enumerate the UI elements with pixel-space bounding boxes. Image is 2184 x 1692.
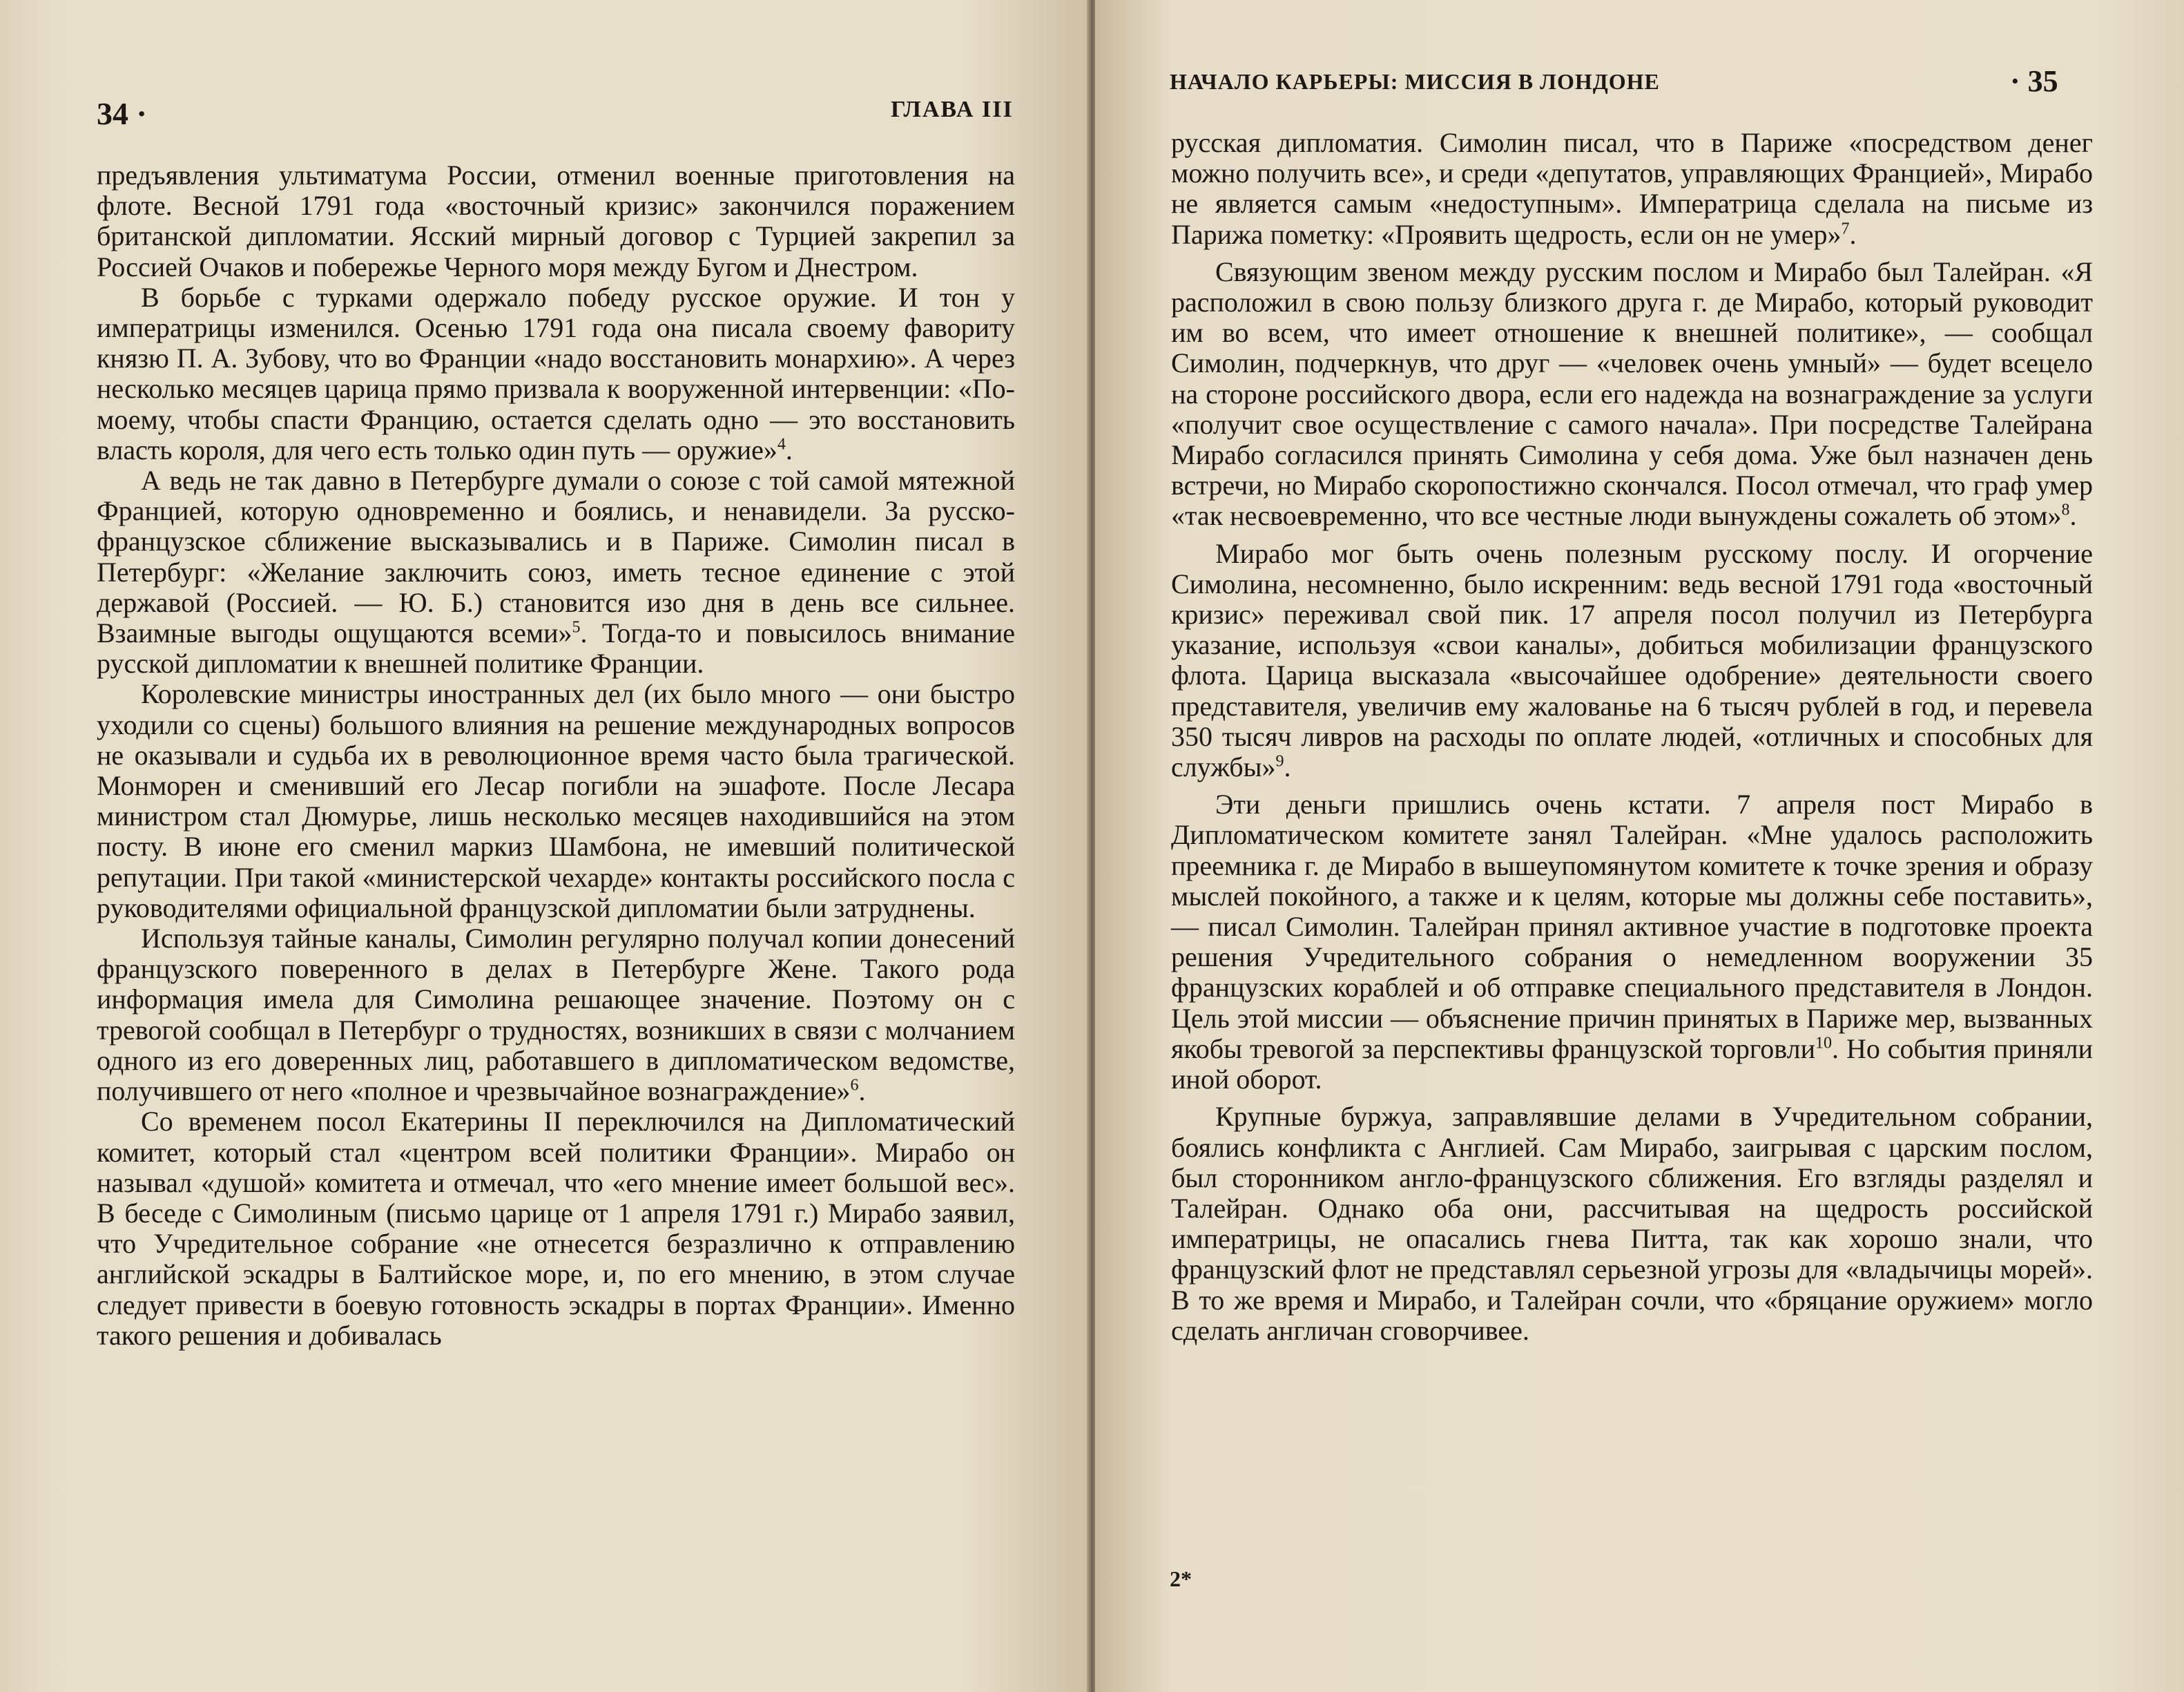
footnote-ref: 8 [2061,501,2070,520]
footnote-ref: 9 [1275,752,1284,771]
footnote-ref: 5 [572,618,581,637]
left-body-text [97,160,1015,1351]
footnote-ref: 6 [850,1076,859,1095]
signature-mark: 2* [1170,1566,1192,1591]
page-number-left: 34 · [97,96,147,131]
footnote-ref: 10 [1815,1034,1833,1052]
paragraph: Королевские министры иностранных дел (их было много — они быстро уходили со сцены) большого влияния на решение международных вопросов не оказывали и судьба их в революционное время часто была трагической. Монморен и сменивший его Лесар погибли на эшафоте. После Лесара министром стал Дюмурье, лишь несколько месяцев находившийся на этом посту. В июне его сменил маркиз Шамбона, не имевший политической репутации. При такой «министерской чехарде» контакты российского посла с руководителями официальной французской дипломатии были затруднены. [97,678,1015,923]
paragraph: Используя тайные каналы, Симолин регулярно получал копии донесений французского поверенного в делах в Петербурге Жене. Такого рода информация имела для Симолина решающее значение. Поэтому он с тревогой сообщал в Петербург о трудностях, возникших в связи с молчанием одного из его доверенных лиц, работавшего в дипломатическом ведомстве, получившего от него «полное и чрезвычайное вознаграждение»$^6$. [97,923,1015,1107]
paragraph: Эти деньги пришлись очень кстати. 7 апреля пост Мирабо в Дипломатическом комитете занял Талейран. «Мне удалось расположить преемника г. де Мирабо в вышеупомянутом комитете к точке зрения и образу мыслей покойного, а также и к целям, которые мы должны себе поставить», — писал Симолин. Талейран принял активное участие в подготовке проекта решения Учредительного собрания о немедленном вооружении 35 французских кораблей и об отправке специального представителя в Лондон. Цель этой миссии — объяснение причин принятых в Париже мер, вызванных якобы тревогой за перспективы французской торговли$^{10}$. Но события приняли иной оборот. [1171,789,2093,1095]
paragraph: предъявления ультиматума России, отменил военные приготовления на флоте. Весной 1791 года «восточный кризис» закончился поражением британской дипломатии. Ясский мирный договор с Турцией закрепил за Россией Очаков и побережье Черного моря между Бугом и Днестром. [97,160,1015,282]
paragraph: Мирабо мог быть очень полезным русскому послу. И огорчение Симолина, несомненно, было искренним: ведь весной 1791 года «восточный кризис» переживал свой пик. 17 апреля посол получил из Петербурга указание, используя «свои каналы», добиться мобилизации французского флота. Царица высказала «высочайшее одобрение» деятельности своего представителя, увеличив ему жалованье на 6 тысяч рублей в год, и перевела 350 тысяч ливров на расходы по оплате людей, «отличных и способных для службы»$^9$. [1171,537,2093,783]
right-page [1095,0,2184,1692]
right-body-text [1171,128,2093,1346]
paragraph: Связующим звеном между русским послом и Мирабо был Талейран. «Я расположил в свою пользу близкого друга г. де Мирабо, который руководит им во всем, что имеет отношение к внешней политике», — сообщал Симолин, подчеркнув, что друг — «человек очень умный» — будет всецело на стороне российского двора, если его надежда на вознаграждение за услуги «получит свое осуществление с самого начала». При посредстве Талейрана Мирабо согласился принять Симолина у себя дома. Уже был назначен день встречи, но Мирабо скоропостижно скончался. Посол отмечал, что граф умер «так несвоевременно, что все честные люди вынуждены сожалеть об этом»$^8$. [1171,256,2093,532]
left-page [0,0,1090,1692]
paragraph: В борьбе с турками одержало победу русское оружие. И тон у императрицы изменился. Осенью 1791 года она писала своему фавориту князю П. А. Зубову, что во Франции «надо восстановить монархию». А через несколько месяцев царица прямо призвала к вооруженной интервенции: «По-моему, чтобы спасти Францию, остается сделать одно — это восстановить власть короля, для чего есть только один путь — оружие»$^4$. [97,281,1015,465]
paragraph: русская дипломатия. Симолин писал, что в Париже «посредством денег можно получить все», и среди «депутатов, управляющих Францией», Мирабо не является самым «недоступным». Императрица сделала на письме из Парижа пометку: «Проявить щедрость, если он не умер»$^7$. [1171,127,2093,250]
running-head-chapter: ГЛАВА III [891,97,1014,122]
running-head-title: НАЧАЛО КАРЬЕРЫ: МИССИЯ В ЛОНДОНЕ [1170,69,1660,94]
footnote-ref: 7 [1841,220,1850,238]
page-number-right: · 35 [2010,64,2058,98]
paragraph: Со временем посол Екатерины II переключился на Дипломатический комитет, который стал «центром всей политики Франции». Мирабо он называл «душой» комитета и отмечал, что «его мнение имеет большой вес». В беседе с Симолиным (письмо царице от 1 апреля 1791 г.) Мирабо заявил, что Учредительное собрание «не отнесется безразлично к отправлению английской эскадры в Балтийское море, и, по его мнению, в этом случае следует привести в боевую готовность эскадры в портах Франции». Именно такого решения и добивалась [97,1106,1015,1351]
paragraph: Крупные буржуа, заправлявшие делами в Учредительном собрании, боялись конфликта с Англией. Сам Мирабо, заигрывая с царским послом, был сторонником англо-французского сближения. Его взгляды разделял и Талейран. Однако оба они, рассчитывая на щедрость российской императрицы, не опасались гнева Питта, так как хорошо знали, что французский флот не представлял серьезной угрозы для «владычицы морей». В то же время и Мирабо, и Талейран сочли, что «бряцание оружием» могло сделать англичан сговорчивее. [1171,1101,2093,1346]
paragraph: А ведь не так давно в Петербурге думали о союзе с той самой мятежной Францией, которую одновременно и боялись, и ненавидели. За русско-французское сближение высказывались и в Париже. Симолин писал в Петербург: «Желание заключить союз, иметь тесное единение с этой державой (Россией. — Ю. Б.) становится изо дня в день все сильнее. Взаимные выгоды ощущаются всеми»$^5$. Тогда-то и повысилось внимание русской дипломатии к внешней политике Франции. [97,465,1015,680]
footnote-ref: 4 [777,435,786,454]
